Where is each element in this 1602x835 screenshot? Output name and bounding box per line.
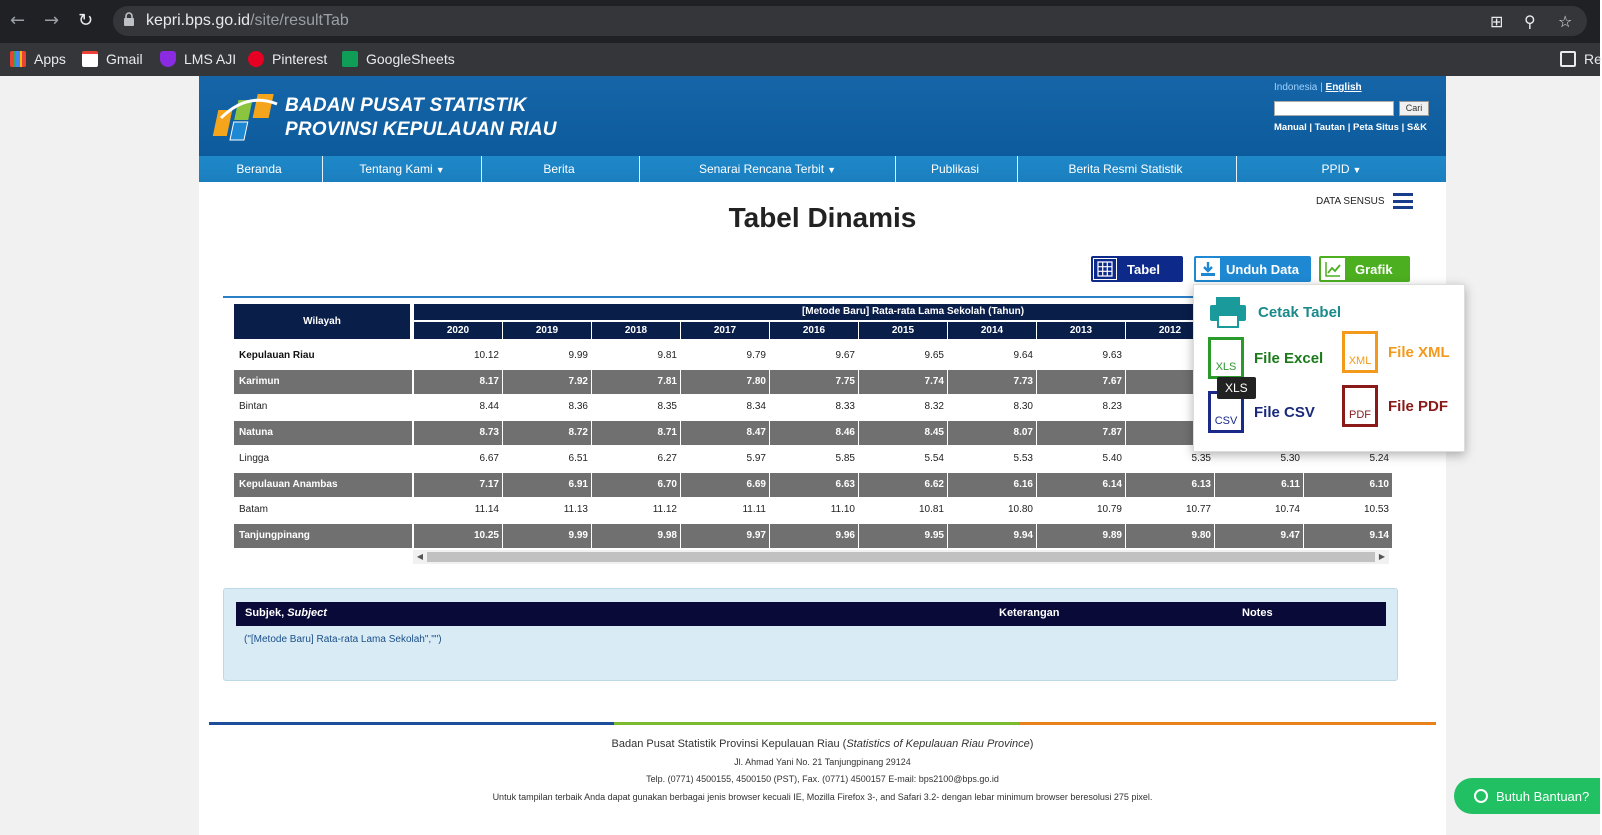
table-cell: 8.23: [1102, 401, 1122, 413]
table-cell: 5.85: [835, 452, 855, 464]
notes-col: Notes: [1242, 607, 1273, 619]
top-links[interactable]: Manual | Tautan | Peta Situs | S&K: [1274, 122, 1427, 133]
table-cell: 8.72: [503, 421, 591, 445]
region-label: Tanjungpinang: [234, 524, 412, 548]
bookmarks-bar: [0, 43, 1600, 76]
table-cell: 7.73: [948, 370, 1036, 394]
download-icon: [1196, 258, 1220, 280]
site-header: [199, 76, 1446, 156]
site-logo-text[interactable]: BADAN PUSAT STATISTIK PROVINSI KEPULAUAN RIAU: [285, 95, 557, 140]
subjek-col: Subjek, Subject: [245, 607, 327, 619]
xls-file-icon: XLS: [1208, 337, 1244, 379]
table-cell: 8.17: [414, 370, 502, 394]
table-cell: 6.70: [592, 473, 680, 497]
search-button[interactable]: Cari: [1399, 101, 1429, 116]
table-cell: 10.79: [1096, 504, 1122, 516]
scroll-left-icon[interactable]: ◀: [416, 552, 424, 561]
year-header[interactable]: 2016: [770, 322, 858, 339]
whatsapp-icon: [1474, 789, 1488, 803]
table-cell: 11.11: [742, 504, 766, 516]
bookmark-lms-aji[interactable]: LMS AJI: [160, 48, 236, 70]
table-cell: 6.14: [1037, 473, 1125, 497]
year-header[interactable]: 2019: [503, 322, 591, 339]
table-cell: 8.47: [681, 421, 769, 445]
nav-senarai[interactable]: Senarai Rencana Terbit ▼: [640, 156, 896, 182]
nav-tentang-kami[interactable]: Tentang Kami ▼: [323, 156, 482, 182]
table-cell: 6.62: [859, 473, 947, 497]
table-cell: 9.65: [924, 350, 944, 361]
install-app-icon[interactable]: ⊞: [1490, 12, 1504, 31]
table-cell: 10.77: [1185, 504, 1211, 516]
bookmark-star-icon[interactable]: ☆: [1558, 12, 1573, 31]
region-label: Natuna: [234, 421, 412, 445]
reload-icon[interactable]: ↻: [78, 10, 94, 31]
page-title: Tabel Dinamis: [728, 202, 917, 233]
table-cell: 6.16: [948, 473, 1036, 497]
help-button[interactable]: Butuh Bantuan?: [1454, 778, 1600, 814]
table-cell: 5.53: [1013, 452, 1033, 464]
browser-toolbar: [0, 0, 1600, 43]
tooltip: XLS: [1217, 377, 1256, 399]
lang-english-link[interactable]: English: [1325, 82, 1362, 93]
lang-indonesia-link[interactable]: Indonesia: [1274, 82, 1318, 93]
year-header[interactable]: 2018: [592, 322, 680, 339]
table-cell: 9.99: [568, 350, 588, 361]
footer-org: Badan Pusat Statistik Provinsi Kepulauan Riau (Statistics of Kepulauan Riau Province): [611, 738, 1034, 750]
menu-file-pdf[interactable]: PDF File PDF: [1342, 385, 1448, 427]
bps-logo-icon[interactable]: [217, 88, 281, 146]
table-cell: 8.73: [414, 421, 502, 445]
table-cell: 8.35: [657, 401, 677, 413]
csv-file-icon: CSV: [1208, 391, 1244, 433]
pdf-file-icon: PDF: [1342, 385, 1378, 427]
sheets-icon: [342, 51, 358, 67]
table-cell: 8.71: [592, 421, 680, 445]
grafik-button[interactable]: Grafik: [1319, 256, 1410, 282]
main-nav: [199, 156, 1446, 182]
table-cell: 5.24: [1369, 452, 1389, 464]
unduh-data-button[interactable]: Unduh Data: [1194, 256, 1311, 282]
table-cell: 7.92: [503, 370, 591, 394]
table-cell: 9.81: [657, 350, 677, 361]
table-cell: 11.10: [830, 504, 855, 516]
table-cell: 9.64: [1013, 350, 1033, 361]
table-cell: 10.74: [1274, 504, 1300, 516]
back-icon[interactable]: ←: [10, 10, 26, 31]
keterangan-col: Keterangan: [999, 607, 1060, 619]
table-cell: 8.33: [835, 401, 855, 413]
table-cell: 6.13: [1126, 473, 1214, 497]
region-label: Batam: [239, 504, 268, 516]
table-cell: 11.12: [652, 504, 677, 516]
table-cell: 7.81: [592, 370, 680, 394]
table-cell: 5.40: [1102, 452, 1122, 464]
table-cell: 10.12: [473, 350, 499, 361]
table-cell: 8.32: [924, 401, 944, 413]
menu-file-excel[interactable]: XLS File Excel: [1208, 337, 1323, 379]
menu-file-xml[interactable]: XML File XML: [1342, 331, 1450, 373]
wilayah-header[interactable]: Wilayah: [234, 304, 410, 339]
table-cell: 5.54: [924, 452, 944, 464]
bps-site: [199, 76, 1446, 835]
region-label: Karimun: [234, 370, 412, 394]
table-cell: 9.94: [948, 524, 1036, 548]
table-cell: 7.74: [859, 370, 947, 394]
forward-icon[interactable]: →: [44, 10, 60, 31]
table-cell: 6.69: [681, 473, 769, 497]
bookmark-apps[interactable]: Apps: [10, 48, 66, 70]
table-cell: 6.91: [503, 473, 591, 497]
lock-icon[interactable]: [123, 12, 135, 26]
reading-list-icon: [1560, 51, 1576, 67]
subject-text: ("[Metode Baru] Rata-rata Lama Sekolah",""): [244, 634, 442, 645]
table-cell: 8.36: [568, 401, 588, 413]
table-cell: 10.25: [414, 524, 502, 548]
table-cell: 7.80: [681, 370, 769, 394]
region-label: Kepulauan Riau: [239, 350, 315, 361]
subject-header: [236, 602, 1386, 626]
region-label: Kepulauan Anambas: [234, 473, 412, 497]
table-cell: 8.30: [1013, 401, 1033, 413]
table-cell: 8.45: [859, 421, 947, 445]
page-viewport: [0, 76, 1600, 835]
table-cell: 9.63: [1102, 350, 1122, 361]
url-text[interactable]: kepri.bps.go.id/site/resultTab: [146, 12, 349, 29]
table-cell: 7.87: [1037, 421, 1125, 445]
table-cell: 7.17: [414, 473, 502, 497]
language-switch: Indonesia | English: [1274, 82, 1362, 93]
table-cell: 6.11: [1215, 473, 1303, 497]
year-header[interactable]: 2020: [414, 322, 502, 339]
table-cell: 6.10: [1304, 473, 1392, 497]
footer-browser-note: Untuk tampilan terbaik Anda dapat gunakan berbagai jenis browser kecuali IE, Mozilla Firefox 3-, and Safari 3.2- dengan lebar minimum browser beresolusi 275 pixel.: [492, 792, 1153, 802]
table-cell: 5.35: [1191, 452, 1211, 464]
year-header[interactable]: 2013: [1037, 322, 1125, 339]
region-label: Bintan: [239, 401, 268, 413]
year-header[interactable]: 2014: [948, 322, 1036, 339]
footer-divider: [209, 722, 1436, 725]
table-cell: 6.67: [479, 452, 499, 464]
table-cell: 6.63: [770, 473, 858, 497]
table-cell: 9.97: [681, 524, 769, 548]
table-cell: 7.67: [1037, 370, 1125, 394]
indicator-header[interactable]: [Metode Baru] Rata-rata Lama Sekolah (Tahun): [414, 304, 1412, 320]
table-cell: 9.99: [503, 524, 591, 548]
table-cell: 9.79: [746, 350, 766, 361]
pinterest-icon: [248, 51, 264, 67]
table-cell: 6.51: [568, 452, 588, 464]
nav-ppid[interactable]: PPID ▼: [1321, 162, 1362, 176]
menu-file-csv[interactable]: CSV File CSV: [1208, 391, 1315, 433]
year-header[interactable]: 2012: [1126, 322, 1214, 339]
table-cell: 9.98: [592, 524, 680, 548]
menu-cetak-tabel[interactable]: Cetak Tabel: [1208, 295, 1341, 329]
table-cell: 11.13: [563, 504, 588, 516]
table-cell: 8.07: [948, 421, 1036, 445]
table-cell: 7.75: [770, 370, 858, 394]
download-menu: [1193, 284, 1465, 452]
table-cell: 11.14: [474, 504, 499, 516]
table-cell: 10.53: [1363, 504, 1389, 516]
table-cell: 9.80: [1126, 524, 1214, 548]
region-label: Lingga: [239, 452, 270, 464]
printer-icon: [1208, 295, 1248, 329]
table-cell: 10.80: [1007, 504, 1033, 516]
site-search-input[interactable]: [1274, 101, 1394, 116]
table-cell: 8.44: [479, 401, 499, 413]
table-cell: 5.30: [1280, 452, 1300, 464]
bookmark-googlesheets[interactable]: GoogleSheets: [342, 48, 455, 70]
zoom-icon[interactable]: ⚲: [1524, 12, 1536, 31]
scroll-right-icon[interactable]: ▶: [1378, 552, 1386, 561]
xml-file-icon: XML: [1342, 331, 1378, 373]
table-cell: 8.34: [746, 401, 766, 413]
line-chart-icon: [1321, 258, 1345, 280]
footer-contact: Telp. (0771) 4500155, 4500150 (PST), Fax. (0771) 4500157 E-mail: bps2100@bps.go.id: [646, 774, 999, 784]
footer-address: Jl. Ahmad Yani No. 21 Tanjungpinang 29124: [734, 757, 911, 767]
subject-panel: [223, 588, 1398, 681]
bookmark-pinterest[interactable]: Pinterest: [248, 48, 327, 70]
table-horizontal-scrollbar[interactable]: [413, 550, 1389, 564]
table-cell: 9.89: [1037, 524, 1125, 548]
table-cell: 9.67: [835, 350, 855, 361]
data-sensus-menu[interactable]: DATA SENSUS: [1316, 193, 1413, 209]
table-cell: 9.14: [1304, 524, 1392, 548]
nav-publikasi[interactable]: Publikasi: [896, 156, 1018, 182]
gmail-icon: [82, 51, 98, 67]
table-grid-icon: [1093, 258, 1117, 280]
reading-list[interactable]: Re: [1560, 48, 1602, 70]
bookmark-gmail[interactable]: Gmail: [82, 48, 143, 70]
nav-berita[interactable]: Berita: [482, 156, 640, 182]
nav-beranda[interactable]: Beranda: [199, 156, 323, 182]
tabel-button[interactable]: Tabel: [1091, 256, 1183, 282]
scroll-thumb[interactable]: [427, 552, 1375, 562]
year-header[interactable]: 2017: [681, 322, 769, 339]
table-cell: 9.47: [1215, 524, 1303, 548]
table-cell: 5.97: [746, 452, 766, 464]
year-header[interactable]: 2015: [859, 322, 947, 339]
table-cell: 9.95: [859, 524, 947, 548]
table-cell: 8.46: [770, 421, 858, 445]
table-cell: 10.81: [918, 504, 944, 516]
table-cell: 9.96: [770, 524, 858, 548]
shield-icon: [160, 51, 176, 67]
table-cell: 6.27: [657, 452, 677, 464]
apps-grid-icon: [10, 51, 26, 67]
nav-brs[interactable]: Berita Resmi Statistik: [1018, 156, 1237, 182]
